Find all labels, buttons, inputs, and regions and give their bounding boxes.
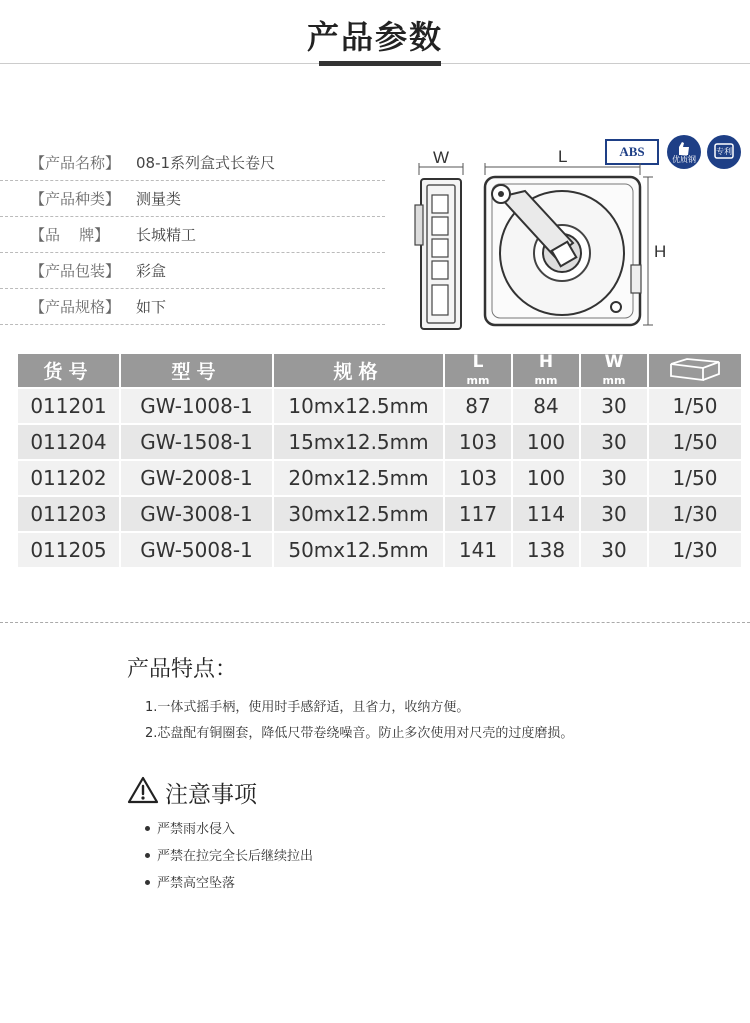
section-divider [0,622,750,623]
steel-badge-label: 优质钢 [672,155,696,164]
col-item-no: 货号 [18,354,119,387]
notice-item [145,820,313,847]
product-params [0,145,385,325]
cell-width: 30 [581,533,647,567]
notice-title: 注意事项 [165,782,257,808]
title-underline [319,61,441,66]
bullet-icon [145,853,150,858]
table-row [18,461,741,495]
cell-package: 1/50 [649,425,741,459]
param-row-category [0,181,385,217]
notice-item [145,847,313,874]
param-value: 长城精工 [136,226,197,244]
param-key: 【产品名称】 [30,154,121,172]
param-row-name [0,145,385,181]
param-key: 【产品规格】 [30,298,121,316]
col-width [581,354,647,387]
col-spec: 规格 [274,354,443,387]
cell-package: 1/50 [649,461,741,495]
cell-length: 87 [445,389,511,423]
cell-length: 103 [445,425,511,459]
param-row-package [0,253,385,289]
spec-table [16,352,743,569]
cell-width: 30 [581,389,647,423]
cell-length: 141 [445,533,511,567]
unit-label: mm [534,374,558,387]
param-value: 08-1系列盒式长卷尺 [136,154,276,172]
param-value: 如下 [136,298,167,316]
h-label: H [654,242,667,261]
cell-spec: 50mx12.5mm [274,533,443,567]
cell-spec: 10mx12.5mm [274,389,443,423]
cell-width: 30 [581,497,647,531]
warning-icon [127,775,159,805]
bullet-icon [145,826,150,831]
tape-measure-drawing [405,135,745,335]
cell-height: 84 [513,389,579,423]
table-row [18,533,741,567]
unit-label: mm [602,374,626,387]
carton-box-icon [663,354,727,382]
notice-text: 严禁高空坠落 [157,876,236,891]
cell-length: 117 [445,497,511,531]
cell-height: 138 [513,533,579,567]
notice-item [145,874,313,901]
cell-item-no: 011202 [18,461,119,495]
cell-spec: 15mx12.5mm [274,425,443,459]
cell-package: 1/50 [649,389,741,423]
feature-item: 1.一体式摇手柄，使用时手感舒适，且省力，收纳方便。 [145,700,470,715]
patent-badge-label: 专利 [716,147,732,156]
param-key: 【产品包装】 [30,262,121,280]
param-value: 测量类 [136,190,182,208]
param-key: 【品 牌】 [30,226,110,244]
page-title: 产品参数 [306,18,443,56]
cell-model: GW-5008-1 [121,533,272,567]
notice-text: 严禁雨水侵入 [157,822,236,837]
cell-height: 100 [513,425,579,459]
cell-model: GW-1508-1 [121,425,272,459]
cell-model: GW-3008-1 [121,497,272,531]
table-row [18,389,741,423]
cell-item-no: 011203 [18,497,119,531]
col-length [445,354,511,387]
col-height [513,354,579,387]
cell-width: 30 [581,461,647,495]
width-letter: W [604,352,624,372]
bullet-icon [145,880,150,885]
cell-model: GW-1008-1 [121,389,272,423]
unit-label: mm [466,374,490,387]
param-row-brand [0,217,385,253]
table-row [18,497,741,531]
param-divider [0,324,385,325]
notice-list [145,820,313,901]
cell-item-no: 011201 [18,389,119,423]
cell-spec: 20mx12.5mm [274,461,443,495]
title-bar [0,0,750,68]
feature-item: 2.芯盘配有铜圈套，降低尺带卷绕噪音。防止多次使用对尺壳的过度磨损。 [145,726,574,741]
l-label: L [558,147,568,166]
cell-package: 1/30 [649,497,741,531]
cell-model: GW-2008-1 [121,461,272,495]
param-value: 彩盒 [136,262,167,280]
cell-package: 1/30 [649,533,741,567]
col-model: 型号 [121,354,272,387]
cell-spec: 30mx12.5mm [274,497,443,531]
cell-item-no: 011205 [18,533,119,567]
abs-badge: ABS [605,139,659,165]
table-row [18,425,741,459]
features-list [145,698,573,750]
height-letter: H [538,352,554,372]
w-label: W [433,148,450,167]
param-key: 【产品种类】 [30,190,121,208]
col-package [649,354,741,387]
param-row-spec [0,289,385,325]
length-letter: L [472,352,484,372]
table-header-row [18,354,741,387]
cell-width: 30 [581,425,647,459]
notice-text: 严禁在拉完全长后继续拉出 [157,849,314,864]
features-title: 产品特点： [127,657,238,682]
cell-length: 103 [445,461,511,495]
cell-height: 100 [513,461,579,495]
cell-item-no: 011204 [18,425,119,459]
cell-height: 114 [513,497,579,531]
